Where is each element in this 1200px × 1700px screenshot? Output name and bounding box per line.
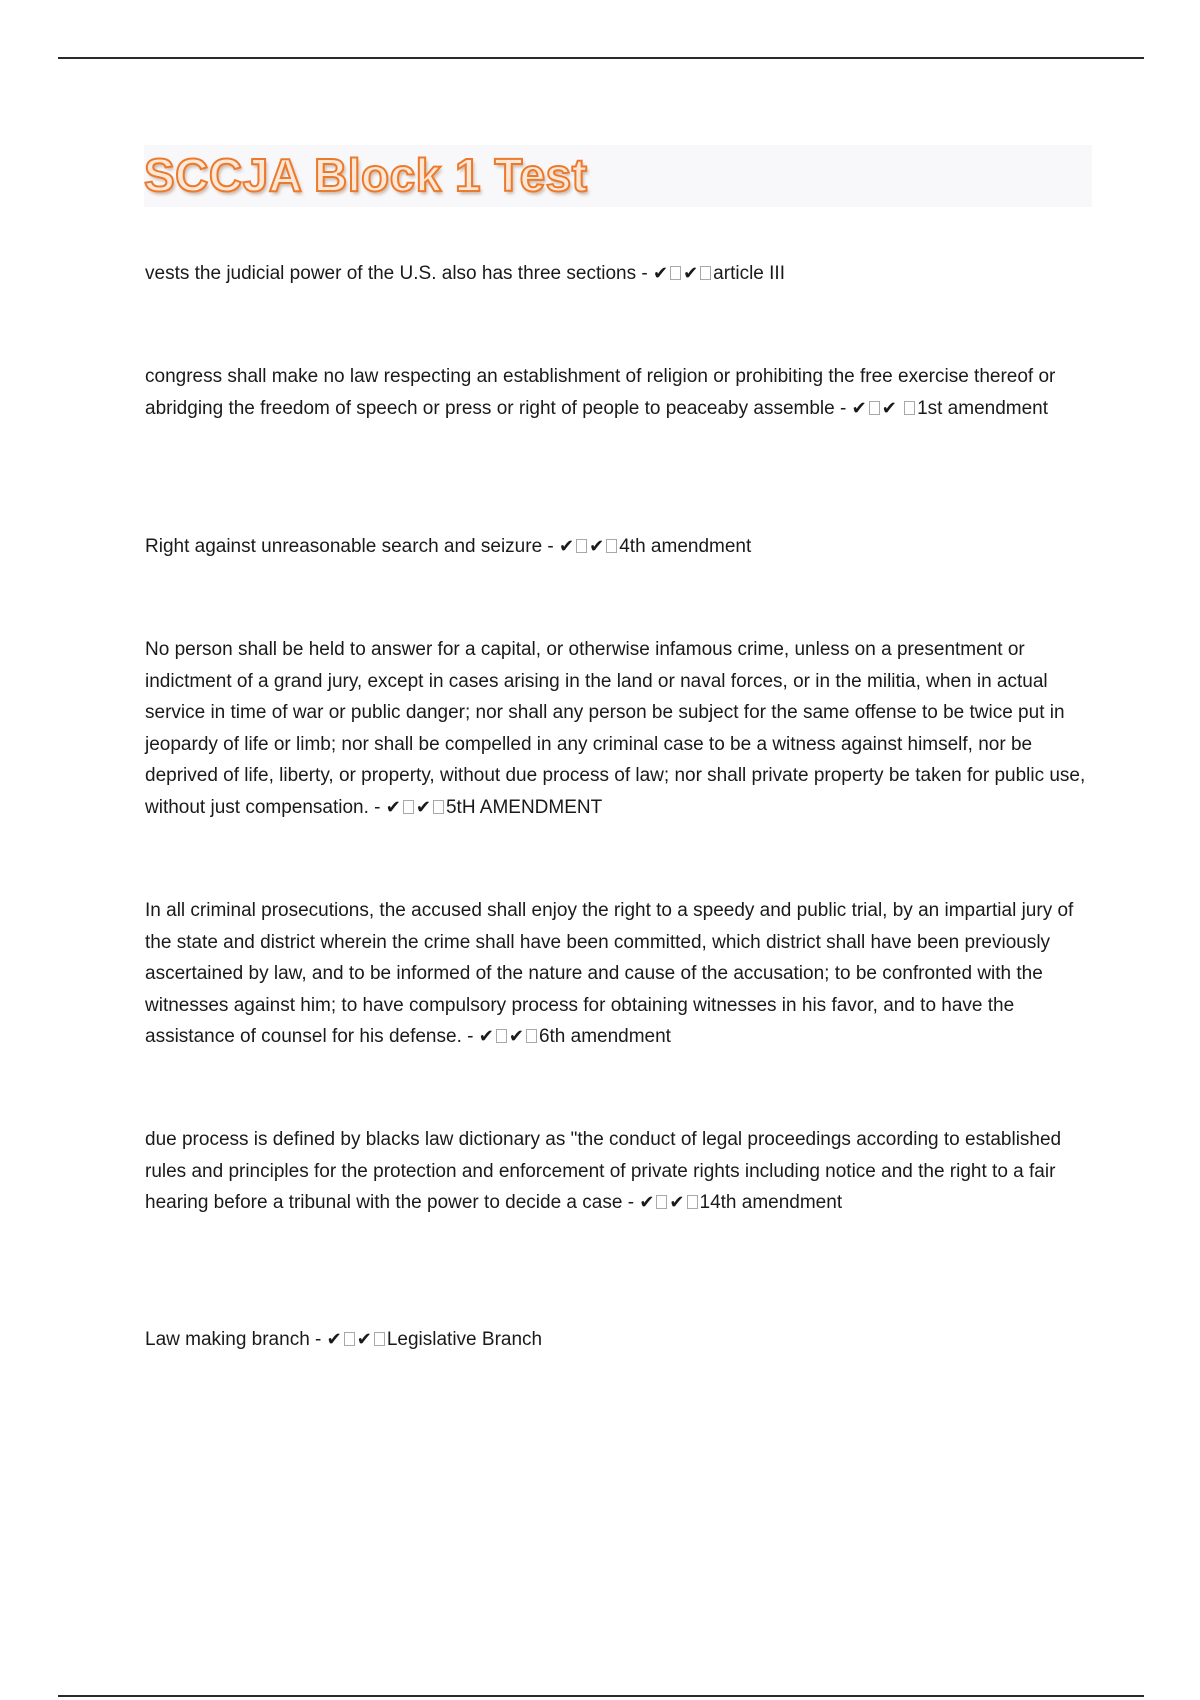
check-mark-icon: ✔	[415, 796, 431, 818]
answer-text: 6th amendment	[538, 1026, 671, 1047]
qa-item	[145, 634, 1095, 823]
check-mark-icon: ✔	[669, 1192, 685, 1213]
answer-text: 1st amendment	[917, 397, 1049, 419]
question-text: vests the judicial power of the U.S. also has three sections -	[145, 263, 648, 284]
box-glyph-icon	[374, 1332, 385, 1346]
qa-item	[145, 895, 1095, 1053]
check-mark-icon: ✔	[356, 1329, 372, 1350]
question-text: due process is defined by blacks law dictionary as "the conduct of legal proceedings according to established rules and principles for the protection and enforcement of private rights including notice and the right to a fair hearing before a tribunal with the power to decide a case -	[145, 1129, 1062, 1213]
box-glyph-icon	[496, 1029, 507, 1043]
qa-item	[145, 258, 1095, 290]
check-mark-icon: ✔	[559, 536, 575, 557]
check-mark-icon: ✔	[683, 263, 699, 284]
check-mark-icon: ✔	[652, 263, 669, 284]
answer-text: 4th amendment	[619, 536, 752, 557]
box-glyph-icon	[526, 1029, 537, 1043]
qa-item	[145, 1324, 1095, 1356]
box-glyph-icon	[869, 401, 880, 415]
title-band	[144, 145, 1092, 207]
box-glyph-icon	[344, 1332, 355, 1346]
question-text: No person shall be held to answer for a capital, or otherwise infamous crime, unless on a presentment or indictment of a grand jury, except in cases arising in the land or naval forces, or in the militia, when in actual service in time of war or public danger; nor shall any person be subject for the same offense to be twice put in jeopardy of life or limb; nor shall be compelled in any criminal case to be a witness against himself, nor be deprived of life, liberty, or property, without due process of law; nor shall private property be taken for public use, without just compensation. -	[145, 639, 1086, 818]
answer-text: 5tH AMENDMENT	[445, 796, 603, 818]
answer-text: 14th amendment	[699, 1192, 843, 1213]
box-glyph-icon	[700, 266, 711, 280]
answer-text: article III	[713, 263, 785, 284]
box-glyph-icon	[687, 1195, 698, 1209]
box-glyph-icon	[656, 1195, 667, 1209]
page-title: SCCJA Block 1 Test	[144, 149, 588, 201]
check-mark-icon: ✔	[639, 1192, 655, 1213]
qa-item	[145, 361, 1095, 424]
question-text: In all criminal prosecutions, the accused shall enjoy the right to a speedy and public trial, by an impartial jury of the state and district wherein the crime shall have been committed, which district shall have been previously ascertained by law, and to be informed of the nature and cause of the accusation; to be confronted with the witnesses against him; to have compulsory process for obtaining witnesses in his favor, and to have the assistance of counsel for his defense. -	[145, 900, 1074, 1047]
answer-text: Legislative Branch	[386, 1329, 543, 1350]
check-mark-icon: ✔	[326, 1329, 342, 1350]
box-glyph-icon	[576, 539, 587, 553]
check-mark-icon: ✔	[508, 1026, 524, 1047]
box-glyph-icon	[904, 401, 915, 415]
box-glyph-icon	[606, 539, 617, 553]
qa-item	[145, 1124, 1095, 1219]
question-text: congress shall make no law respecting an establishment of religion or prohibiting the free exercise thereof or abridging the freedom of speech or press or right of people to peaceaby assemble -	[145, 366, 1056, 419]
check-mark-icon: ✔	[589, 536, 605, 557]
check-mark-icon: ✔	[385, 796, 401, 818]
box-glyph-icon	[670, 266, 681, 280]
top-rule	[58, 57, 1144, 59]
check-mark-icon: ✔	[851, 397, 867, 419]
box-glyph-icon	[403, 800, 414, 814]
question-text: Law making branch -	[145, 1329, 322, 1350]
check-mark-icon: ✔	[478, 1026, 494, 1047]
bottom-rule	[58, 1695, 1144, 1697]
check-mark-icon: ✔	[881, 397, 897, 419]
qa-item	[145, 531, 1095, 563]
question-text: Right against unreasonable search and seizure -	[145, 536, 554, 557]
box-glyph-icon	[433, 800, 444, 814]
